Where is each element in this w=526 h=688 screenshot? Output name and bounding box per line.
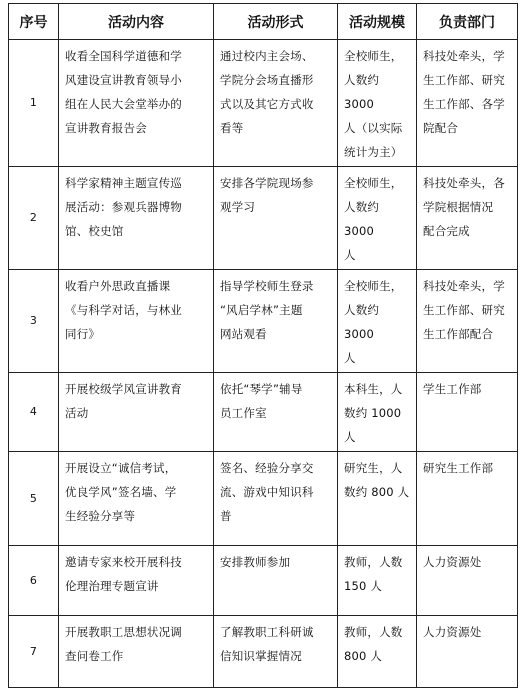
row-number: 6 (9, 546, 59, 616)
activity-scale: 全校师生， 人数约 3000 人 (338, 270, 417, 373)
activity-content: 开展教职工思想状况调 查问卷工作 (59, 616, 214, 688)
activity-scale: 教师，人数 150 人 (338, 546, 417, 616)
responsible-dept: 科技处牵头，学 生工作部、研究 生工作部配合 (417, 270, 518, 373)
activity-scale: 本科生，人 数约 1000 人 (338, 373, 417, 452)
activity-form: 了解教职工科研诚 信知识掌握情况 (214, 616, 338, 688)
header-no: 序号 (9, 4, 59, 40)
activity-form: 指导学校师生登录 “风启学林”主题 网站观看 (214, 270, 338, 373)
responsible-dept: 人力资源处 (417, 616, 518, 688)
activity-form: 通过校内主会场、 学院分会场直播形 式以及其它方式收 看等 (214, 40, 338, 167)
header-form: 活动形式 (214, 4, 338, 40)
activity-content: 科学家精神主题宣传巡 展活动：参观兵器博物 馆、校史馆 (59, 167, 214, 270)
table-header-row (9, 4, 518, 40)
activity-scale: 研究生，人 数约 800 人 (338, 452, 417, 546)
activity-content: 邀请专家来校开展科技 伦理治理专题宣讲 (59, 546, 214, 616)
table-row (9, 546, 518, 616)
activity-scale: 全校师生， 人数约 3000 人（以实际 统计为主） (338, 40, 417, 167)
activity-content: 开展设立“诚信考试， 优良学风”签名墙、学 生经验分享等 (59, 452, 214, 546)
row-number: 1 (9, 40, 59, 167)
table-row (9, 40, 518, 167)
table-row (9, 270, 518, 373)
row-number: 5 (9, 452, 59, 546)
activity-content: 开展校级学风宣讲教育 活动 (59, 373, 214, 452)
table-row (9, 167, 518, 270)
row-number: 7 (9, 616, 59, 688)
activity-content: 收看户外思政直播课 《与科学对话，与林业 同行》 (59, 270, 214, 373)
header-content: 活动内容 (59, 4, 214, 40)
responsible-dept: 学生工作部 (417, 373, 518, 452)
activity-form: 安排教师参加 (214, 546, 338, 616)
responsible-dept: 研究生工作部 (417, 452, 518, 546)
activities-table (8, 3, 518, 688)
table-row (9, 373, 518, 452)
activity-scale: 教师，人数 800 人 (338, 616, 417, 688)
table-row (9, 452, 518, 546)
row-number: 4 (9, 373, 59, 452)
header-scale: 活动规模 (338, 4, 417, 40)
responsible-dept: 科技处牵头，各 学院根据情况 配合完成 (417, 167, 518, 270)
activity-form: 安排各学院现场参 观学习 (214, 167, 338, 270)
activity-scale: 全校师生， 人数约 3000 人 (338, 167, 417, 270)
responsible-dept: 科技处牵头，学 生工作部、研究 生工作部、各学 院配合 (417, 40, 518, 167)
activity-form: 依托“琴学”辅导 员工作室 (214, 373, 338, 452)
responsible-dept: 人力资源处 (417, 546, 518, 616)
row-number: 3 (9, 270, 59, 373)
row-number: 2 (9, 167, 59, 270)
activity-content: 收看全国科学道德和学 风建设宣讲教育领导小 组在人民大会堂举办的 宣讲教育报告会 (59, 40, 214, 167)
activity-form: 签名、经验分享交 流、游戏中知识科 普 (214, 452, 338, 546)
header-dept: 负责部门 (417, 4, 518, 40)
